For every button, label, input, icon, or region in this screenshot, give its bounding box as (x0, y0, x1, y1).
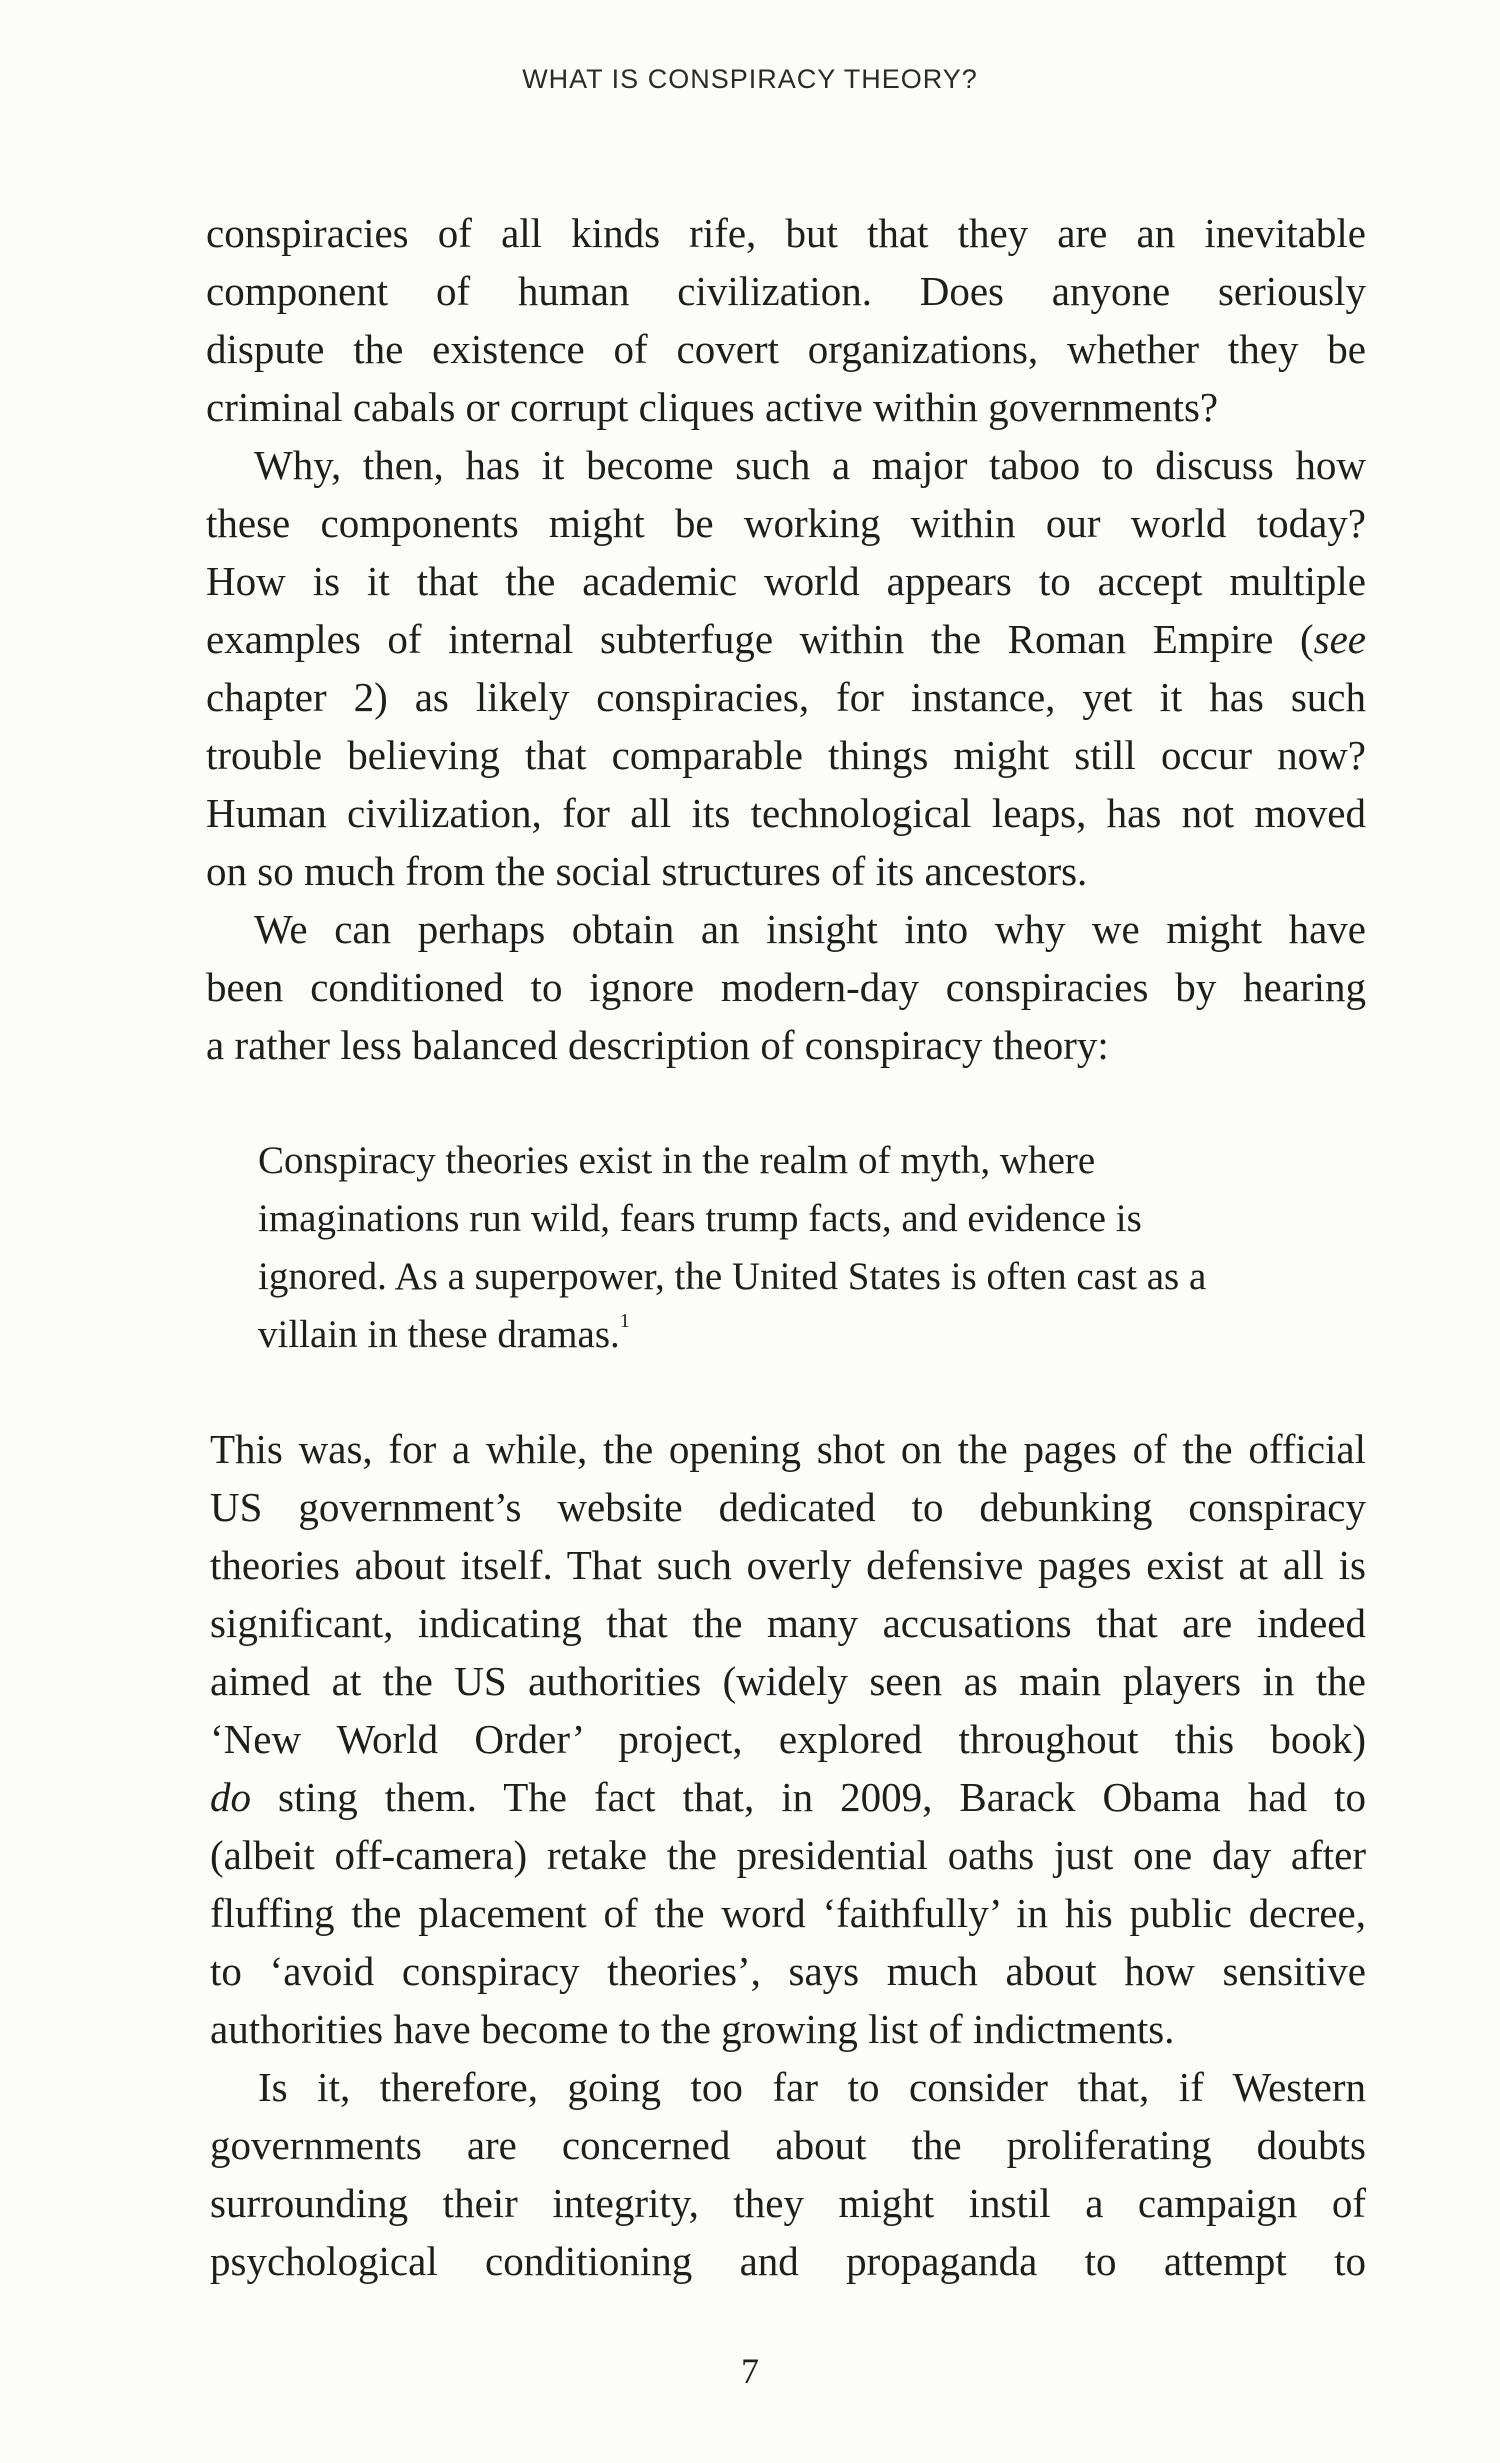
paragraph (210, 2058, 1366, 2290)
text-segment: Conspiracy theories exist in the realm of myth, where (258, 1139, 1096, 1182)
text-line (210, 1652, 1366, 1710)
text-line (210, 2058, 1366, 2116)
text-segment: psychological conditioning and propaganda to attempt to (210, 2238, 1366, 2284)
text-line (210, 1710, 1366, 1768)
text-segment: imaginations run wild, fears trump facts, and evidence is (258, 1197, 1142, 1240)
text-line (206, 378, 1366, 436)
text-segment: authorities have become to the growing list of indictments. (210, 2006, 1175, 2052)
text-segment: aimed at the US authorities (widely seen as main players in the (210, 1658, 1366, 1704)
italic-text: see (1313, 616, 1366, 662)
text-segment: fluffing the placement of the word ‘faithfully’ in his public decree, (210, 1890, 1366, 1936)
text-line (206, 610, 1366, 668)
paragraph (210, 1420, 1366, 2058)
text-segment: ‘New World Order’ project, explored throughout this book) (210, 1716, 1366, 1762)
text-segment: significant, indicating that the many accusations that are indeed (210, 1600, 1366, 1646)
paragraph (206, 900, 1366, 1074)
text-segment: on so much from the social structures of its ancestors. (206, 848, 1088, 894)
text-line (258, 1248, 1366, 1306)
text-line (210, 1768, 1366, 1826)
page-number: 7 (741, 2351, 759, 2391)
text-segment: to ‘avoid conspiracy theories’, says much about how sensitive (210, 1948, 1366, 1994)
text-line (210, 1884, 1366, 1942)
text-line (206, 552, 1366, 610)
text-segment: been conditioned to ignore modern-day conspiracies by hearing (206, 964, 1366, 1010)
text-segment: theories about itself. That such overly defensive pages exist at all is (210, 1542, 1366, 1588)
text-line (210, 2232, 1366, 2290)
paragraphs-before-quote (206, 204, 1366, 1074)
text-line (206, 204, 1366, 262)
text-line (210, 2000, 1366, 2058)
text-line (258, 1190, 1366, 1248)
text-line (206, 900, 1366, 958)
text-line (258, 1306, 1366, 1364)
text-segment: trouble believing that comparable things might still occur now? (206, 732, 1366, 778)
text-segment: We can perhaps obtain an insight into why we might have (254, 906, 1366, 952)
paragraph (206, 204, 1366, 436)
running-header: WHAT IS CONSPIRACY THEORY? (522, 64, 978, 94)
text-segment: criminal cabals or corrupt cliques active within governments? (206, 384, 1219, 430)
text-segment: examples of internal subterfuge within the Roman Empire ( (206, 616, 1314, 662)
text-line (206, 262, 1366, 320)
italic-text: do (210, 1774, 251, 1820)
text-segment: chapter 2) as likely conspiracies, for instance, yet it has such (206, 674, 1366, 720)
paragraphs-after-quote (210, 1420, 1366, 2290)
text-segment: governments are concerned about the proliferating doubts (210, 2122, 1366, 2168)
paragraph (206, 436, 1366, 900)
text-segment: US government’s website dedicated to debunking conspiracy (210, 1484, 1366, 1530)
text-segment: component of human civilization. Does anyone seriously (206, 268, 1366, 314)
text-segment: How is it that the academic world appears to accept multiple (206, 558, 1366, 604)
text-line (206, 726, 1366, 784)
text-line (210, 1826, 1366, 1884)
text-line (206, 958, 1366, 1016)
text-line (258, 1132, 1366, 1190)
text-line (206, 1016, 1366, 1074)
text-line (210, 1420, 1366, 1478)
text-line (206, 784, 1366, 842)
text-segment: Is it, therefore, going too far to consider that, if Western (258, 2064, 1366, 2110)
text-segment: Why, then, has it become such a major taboo to discuss how (254, 442, 1366, 488)
text-line (210, 1478, 1366, 1536)
text-segment: a rather less balanced description of conspiracy theory: (206, 1022, 1109, 1068)
text-segment: these components might be working within our world today? (206, 500, 1366, 546)
text-line (210, 2116, 1366, 2174)
text-segment: sting them. The fact that, in 2009, Barack Obama had to (251, 1774, 1366, 1820)
text-segment: Human civilization, for all its technological leaps, has not moved (206, 790, 1366, 836)
text-segment: ignored. As a superpower, the United States is often cast as a (258, 1255, 1207, 1298)
text-segment: villain in these dramas. (258, 1313, 620, 1356)
text-segment: conspiracies of all kinds rife, but that they are an inevitable (206, 210, 1366, 256)
text-line (206, 668, 1366, 726)
text-line (206, 842, 1366, 900)
footnote-marker: 1 (619, 1310, 630, 1332)
page-body (206, 204, 1366, 2290)
text-line (210, 1942, 1366, 2000)
text-segment: dispute the existence of covert organizations, whether they be (206, 326, 1366, 372)
text-segment: This was, for a while, the opening shot on the pages of the official (210, 1426, 1366, 1472)
block-quote (258, 1132, 1366, 1364)
text-line (206, 494, 1366, 552)
text-line (210, 1536, 1366, 1594)
text-line (206, 436, 1366, 494)
text-line (210, 1594, 1366, 1652)
text-line (206, 320, 1366, 378)
text-line (210, 2174, 1366, 2232)
text-segment: (albeit off-camera) retake the presidential oaths just one day after (210, 1832, 1366, 1878)
text-segment: surrounding their integrity, they might instil a campaign of (210, 2180, 1366, 2226)
